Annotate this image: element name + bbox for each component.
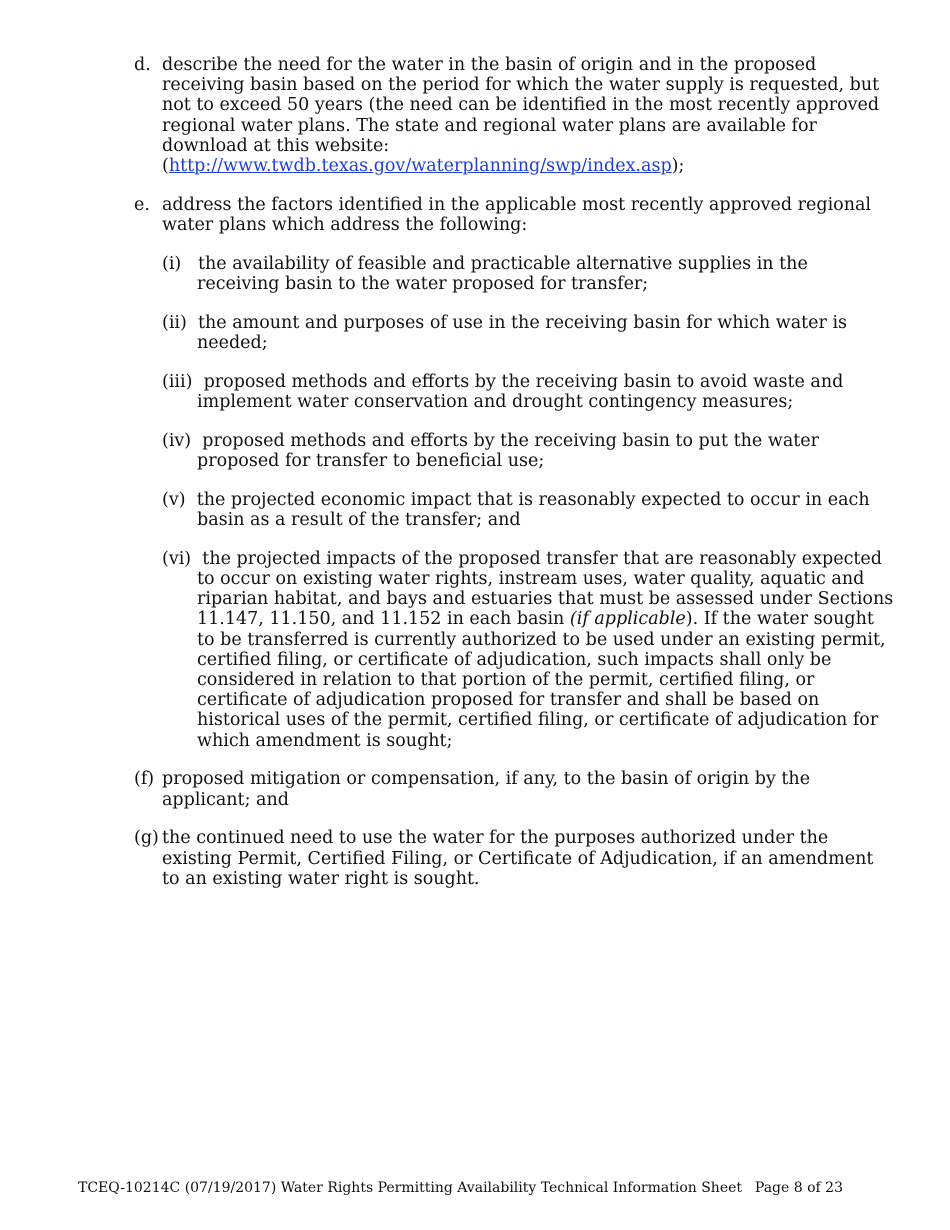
page-number: Page 8 of 23 — [754, 1180, 843, 1196]
subitem-v-marker: (v) — [162, 489, 186, 510]
page-footer — [78, 1180, 843, 1196]
item-f-marker: (f) — [134, 769, 155, 790]
subitem-i-marker: (i) — [162, 253, 182, 274]
subitem-vi — [162, 549, 894, 751]
subitem-vi-text: the projected impacts of the proposed transfer that are reasonably expected to occur on existing water rights, instream uses, water quality, aquatic and riparian habitat, and bays and estuaries that must be assessed under Sections 11.147, 11.150, and 11.152 in each basin — [197, 548, 894, 630]
subitem-vi-marker: (vi) — [162, 548, 192, 569]
subitem-ii — [162, 313, 894, 353]
subitem-iv — [162, 431, 894, 471]
subitem-iv-text: proposed methods and efforts by the receiving basin to put the water proposed for transfer to beneficial use; — [197, 430, 820, 472]
subitem-iv-marker: (iv) — [162, 430, 192, 451]
item-f-text: proposed mitigation or compensation, if any, to the basin of origin by the applicant; and — [162, 769, 811, 810]
twdb-water-planning-link[interactable]: http://www.twdb.texas.gov/waterplanning/swp/index.asp — [168, 156, 672, 177]
item-e-marker: e. — [134, 194, 150, 215]
item-g-marker: (g) — [134, 828, 159, 849]
item-e-text: address the factors identified in the applicable most recently approved regional water plans which address the following: — [162, 194, 872, 236]
footer-form-info: TCEQ-10214C (07/19/2017) Water Rights Permitting Availability Technical Information Sheet — [78, 1180, 743, 1196]
item-f — [134, 769, 894, 809]
item-g — [134, 828, 894, 889]
subitem-ii-text: the amount and purposes of use in the receiving basin for which water is needed; — [197, 312, 848, 354]
subitem-v-text: the projected economic impact that is reasonably expected to occur in each basin as a result of the transfer; and — [196, 489, 870, 531]
subitem-iii — [162, 372, 894, 412]
subitem-vi-text-end: ). If the water sought to be transferred is currently authorized to be used under an existing permit, certified filing, or certificate of adjudication, such impacts shall only be considered in relation to that portion of the permit, certified filing, or certificate of adjudication proposed for transfer and shall be based on historical uses of the permit, certified filing, or certificate of adjudication for which amendment is sought; — [197, 609, 886, 751]
item-d — [134, 55, 894, 176]
subitem-ii-marker: (ii) — [162, 312, 187, 333]
subitem-i — [162, 254, 894, 294]
item-d-marker: d. — [134, 55, 151, 75]
subitem-i-text: the availability of feasible and practicable alternative supplies in the receiving basin to the water proposed for transfer; — [197, 253, 808, 295]
subitem-v — [162, 490, 894, 530]
subitem-iii-marker: (iii) — [162, 371, 193, 392]
document-body — [134, 55, 894, 889]
item-e — [134, 195, 894, 235]
item-d-text: describe the need for the water in the basin of origin and in the proposed receiving basin based on the period for which the water supply is requested, but not to exceed 50 years (the need can be identified in the most recently approved regional water plans. The state and regional water plans are available for download at this website: ( — [162, 55, 880, 177]
subitem-vi-italic-note: (if applicable — [569, 609, 686, 630]
item-d-text-end: ); — [671, 156, 685, 177]
subitem-iii-text: proposed methods and efforts by the receiving basin to avoid waste and implement water conservation and drought contingency measures; — [197, 371, 844, 413]
item-g-text: the continued need to use the water for the purposes authorized under the existing Permit, Certified Filing, or Certificate of Adjudication, if an amendment to an existing water right is sought. — [162, 828, 874, 889]
